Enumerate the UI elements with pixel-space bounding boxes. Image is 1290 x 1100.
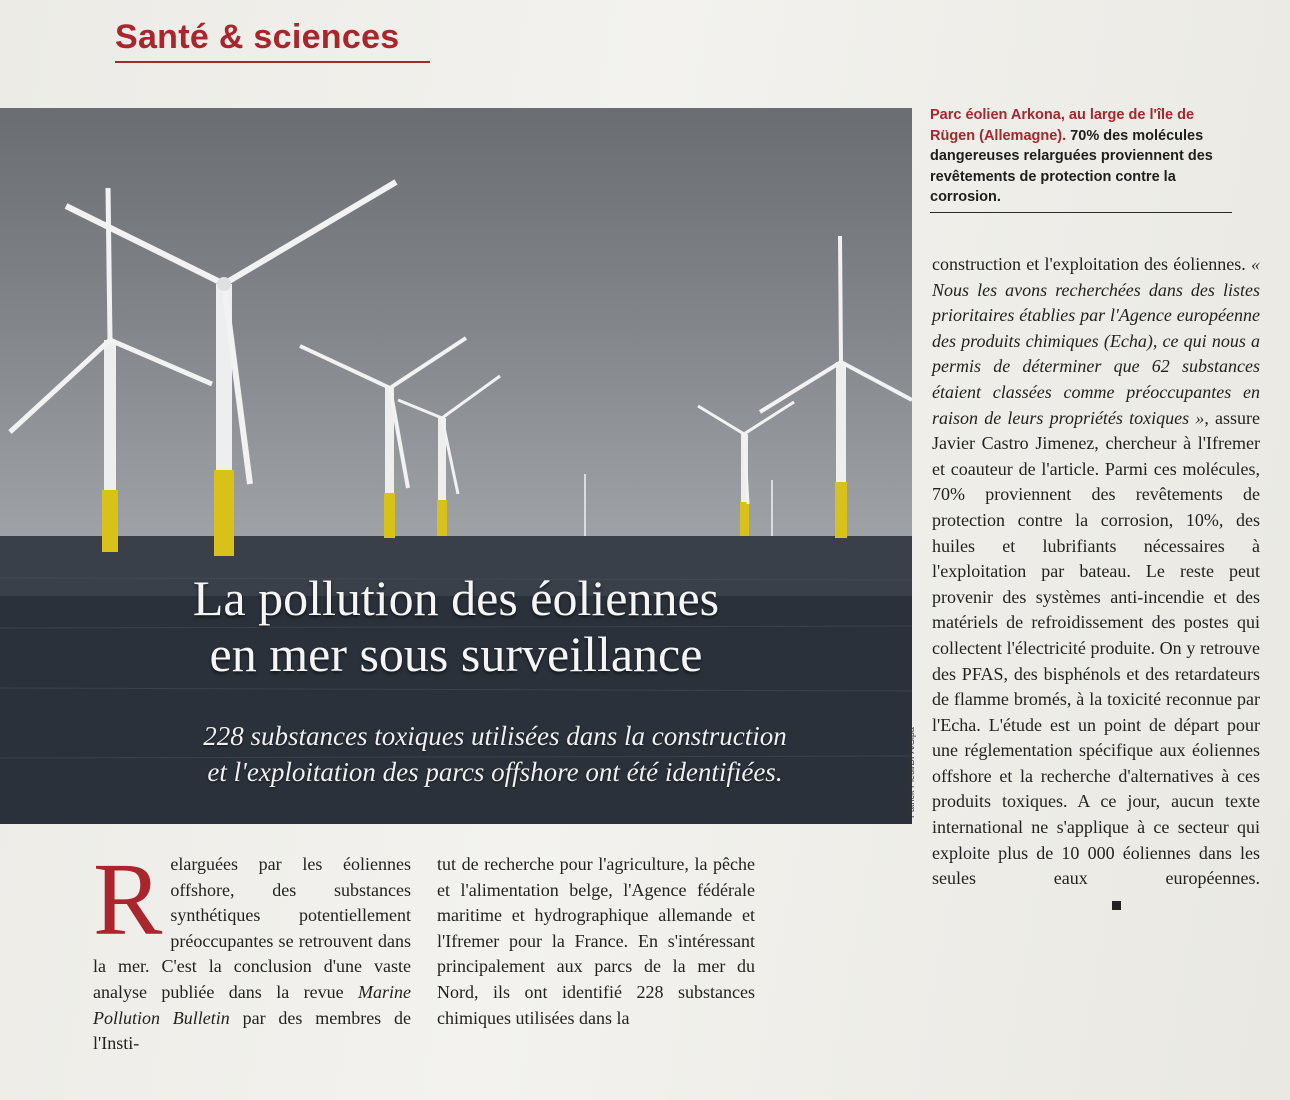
section-title: Santé & sciences — [115, 18, 400, 56]
article-column-1 — [93, 842, 411, 1057]
turbine-right — [760, 236, 912, 538]
photo-credit: Patrick Pleul/DPA/Sipa — [906, 727, 916, 818]
wind-turbines-illustration — [0, 108, 912, 824]
caption-text: 70% des molécules dangereuses relarguées proviennent des revêtements de protection contre la corrosion. — [930, 127, 1213, 205]
column-1-text: elarguées par les éoliennes offshore, des substances synthétiques potentiellement préoccupantes se retrouvent dans la mer. C'est la conclusion d'une vaste analyse publiée dans la revue — [93, 854, 411, 1002]
caption-location: Parc éolien Arkona, au large de l'île de Rügen (Allemagne). — [930, 107, 1195, 144]
journal-name: Marine Pollution Bulletin — [93, 981, 411, 1028]
caption-divider — [930, 212, 1232, 213]
turbine-center-right — [398, 376, 500, 536]
article-standfirst: 228 substances toxiques utilisées dans la construction et l'exploitation des parcs offshore ont été identifiées. — [203, 721, 787, 787]
wind-farm-photo — [0, 108, 912, 824]
turbine-far-right — [698, 402, 794, 536]
column-1-end: par des membres de l'Insti- — [93, 1007, 411, 1054]
article-column-3 — [932, 252, 1260, 917]
end-mark — [1112, 901, 1121, 910]
drop-cap: R — [93, 842, 163, 957]
column-3-start: construction et l'exploitation des éoliennes. — [932, 254, 1251, 274]
researcher-quote: « Nous les avons recherchées dans des listes prioritaires établies par l'Agence européenne des produits chimiques (Echa), ce qui nous a permis de déterminer que 62 substances étaient classées comme préoccupantes en raison de leurs propriétés toxiques » — [932, 254, 1260, 428]
photo-caption — [930, 105, 1230, 208]
article-column-2 — [437, 852, 755, 1031]
article-headline: La pollution des éoliennes en mer sous surveillance — [192, 570, 720, 682]
column-3-text: , assure Javier Castro Jimenez, chercheur à l'Ifremer et coauteur de l'article. Parmi ces molécules, 70% proviennent des revêtements de protection contre la corrosion, 10%, des huiles et lubrifiants nécessaires à l'exploitation par bateau. Le reste peut provenir des systèmes anti-incendie et des matériels de refroidissement des postes qui collectent l'électricité produite. On y retrouve des PFAS, des bisphénols et des retardateurs de flamme bromés, à la toxicité reconnue par l'Echa. L'étude est un point de départ pour une réglementation spécifique aux éoliennes offshore et la recherche d'alternatives à ces produits toxiques. A ce jour, aucun texte international ne s'applique à ce secteur qui exploite plus de 10 000 éoliennes dans les seules eaux européennes. — [932, 407, 1261, 889]
column-2-text: tut de recherche pour l'agriculture, la pêche et l'alimentation belge, l'Agence fédérale maritime et hydrographique allemande et l'Ifremer pour la France. En s'intéressant principalement aux parcs de la mer du Nord, ils ont identifié 228 substances chimiques utilisées dans la — [437, 854, 755, 1028]
section-underline — [115, 61, 430, 63]
turbine-left — [10, 188, 212, 552]
